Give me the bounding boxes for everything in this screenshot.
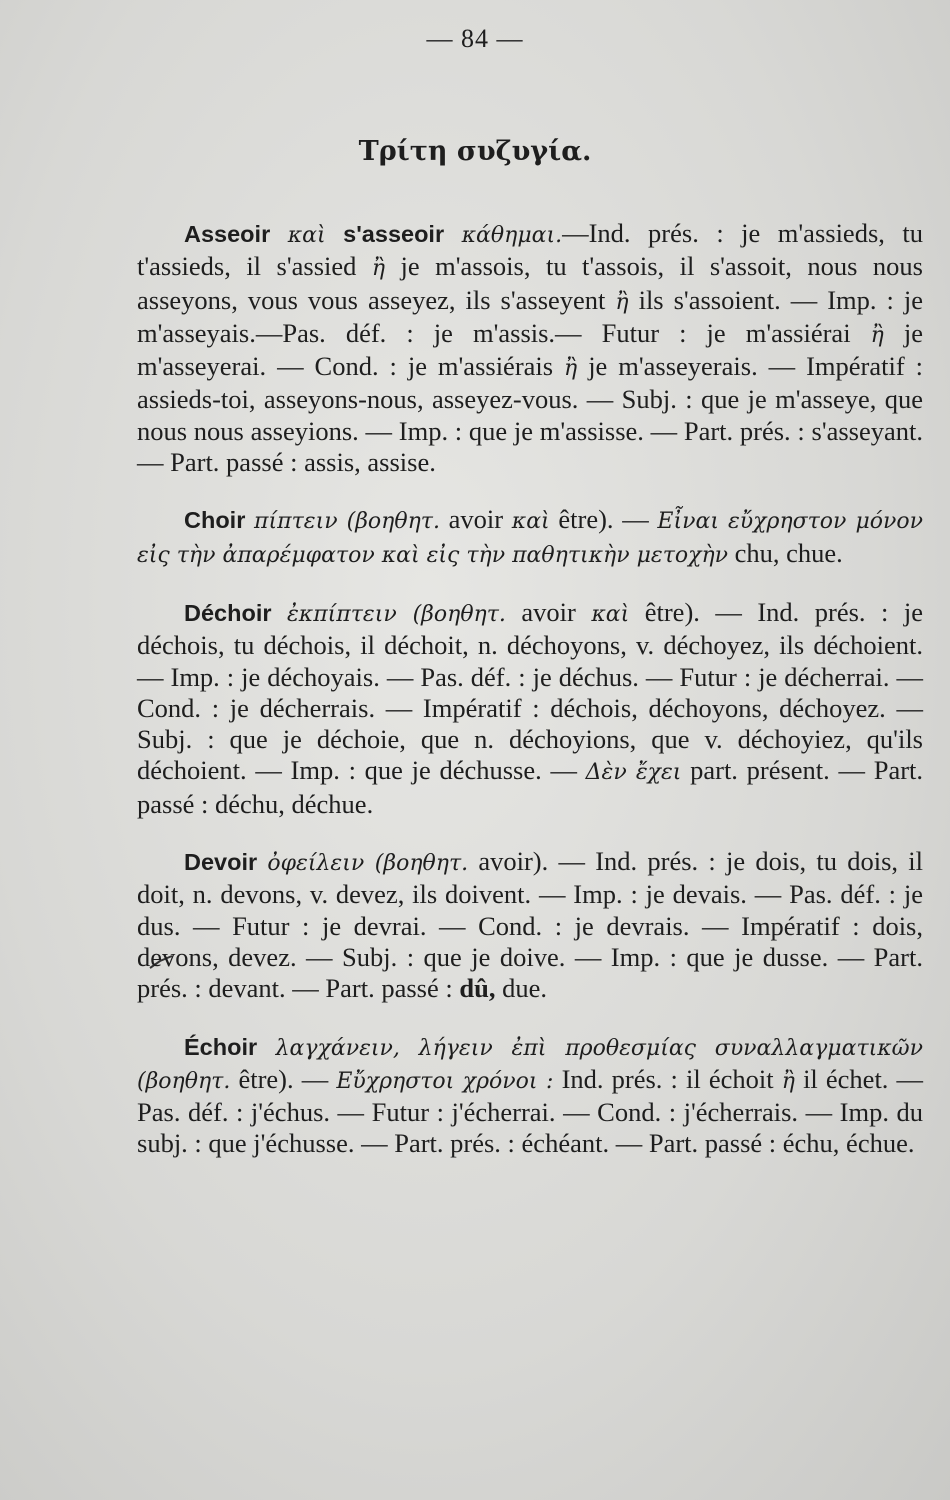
entry-text: avoir: [521, 596, 576, 627]
greek-text: Εἶναι εὔχρηστον μόνον εἰς τὴν ἀπαρέμφατον καὶ εἰς τὴν παθητικὴν μετοχὴν: [137, 509, 924, 568]
greek-text: Δὲν ἔχει: [585, 760, 682, 786]
greek-text: πίπτειν (βοηθητ.: [254, 509, 440, 535]
greek-text: λαγχάνειν, λήγειν ἐπὶ προθεσμίας συναλλαγματικῶν (βοηθητ.: [137, 1035, 924, 1094]
entry-asseoir: [137, 218, 923, 478]
entry-term: Asseoir: [184, 221, 271, 247]
greek-text: ἢ: [371, 256, 386, 282]
entry-echoir: [137, 1031, 923, 1160]
entry-choir: [137, 504, 923, 571]
entry-text: Ind. prés. : il échoit: [561, 1063, 774, 1094]
bold-form: dû,: [459, 973, 496, 1004]
greek-text: ὀφείλειν (βοηθητ.: [267, 851, 469, 877]
greek-text: καὶ: [511, 509, 550, 535]
greek-text: καὶ: [591, 601, 630, 627]
greek-text: ἢ: [564, 356, 578, 382]
entry-text: —Ind. prés. : je m'assieds, tu t'assieds, il s'assied: [137, 218, 923, 282]
entry-text: je m'asseyerai. — Cond. : je m'assiérais: [137, 317, 923, 382]
entry-term: Devoir: [184, 849, 258, 876]
greek-text: ἢ: [781, 1068, 795, 1094]
entry-text: il échet. — Pas. déf. : j'échus. — Futur : j'écherrai. — Cond. : j'écherrais. — Imp. du subj. : que j'échusse. — Part. prés. : échéant. — Part. passé : échu, échue.: [137, 1063, 924, 1159]
entry-dechoir: [137, 597, 923, 820]
entry-text: avoir: [448, 504, 504, 535]
entry-text: je m'assois, tu t'assois, il s'assoit, nous nous asseyons, vous vous asseyez, ils s'asseyent: [137, 251, 923, 315]
greek-text: ἢ: [615, 289, 629, 315]
entry-text: ils s'assoient. — Imp. : je m'asseyais.—Pas. déf. : je m'assis.— Futur : je m'assiérai: [137, 284, 923, 348]
verb-entries: [137, 218, 923, 1160]
entry-text: je m'asseyerais. — Impératif : assieds-toi, asseyons-nous, asseyez-vous. — Subj. : que je m'asseye, que nous nous asseyions. — Imp. : que je m'assisse. — Part. prés. : s'asseyant.— Part. passé : assis, assise.: [137, 351, 924, 478]
entry-text: avoir). — Ind. prés. : je dois, tu dois, il doit, n. devons, v. devez, ils doivent. — Imp. : je devais. — Pas. déf. : je dus. — Futur : je devrai. — Cond. : je devrais. — Impératif : dois, devons, devez. — Subj. : que je doive. — Imp. : que je dusse. — Part. prés. : devant. — Part. passé :: [137, 846, 923, 1004]
page-number: — 84 —: [426, 24, 524, 53]
greek-text: καὶ: [287, 223, 326, 248]
entry-term: Déchoir: [184, 599, 272, 626]
entry-devoir: [137, 846, 923, 1004]
entry-text: due.: [502, 973, 547, 1004]
entry-text: part. présent. — Part. passé : déchu, déchue.: [137, 755, 924, 819]
entry-text: chu, chue.: [734, 537, 843, 568]
greek-text: ἐκπίπτειν (βοηθητ.: [286, 601, 506, 627]
entry-text: être). —: [238, 1063, 329, 1094]
entry-text: être). —: [558, 504, 649, 535]
entry-term: Choir: [184, 507, 246, 534]
entry-term: Échoir: [184, 1033, 258, 1060]
entry-text: être). — Ind. prés. : je déchois, tu déchois, il déchoit, n. déchoyons, v. déchoyez, ils déchoient. — Imp. : je déchoyais. — Pas. déf. : je déchus. — Futur : je décherrai. — Cond. : je décherrais. — Impératif : déchois, déchoyons, déchoyez. — Subj. : que je déchoie, que n. déchoyions, que v. déchoyiez, qu'ils déchoient. — Imp. : que je déchusse. —: [137, 596, 924, 786]
greek-text: Εὔχρηστοι χρόνοι :: [336, 1068, 554, 1094]
section-heading: Τρίτη συζυγία.: [358, 136, 592, 167]
greek-text: ἢ: [870, 322, 884, 348]
greek-text: κάθημαι.: [461, 223, 563, 248]
entry-term: s'asseoir: [343, 221, 445, 247]
